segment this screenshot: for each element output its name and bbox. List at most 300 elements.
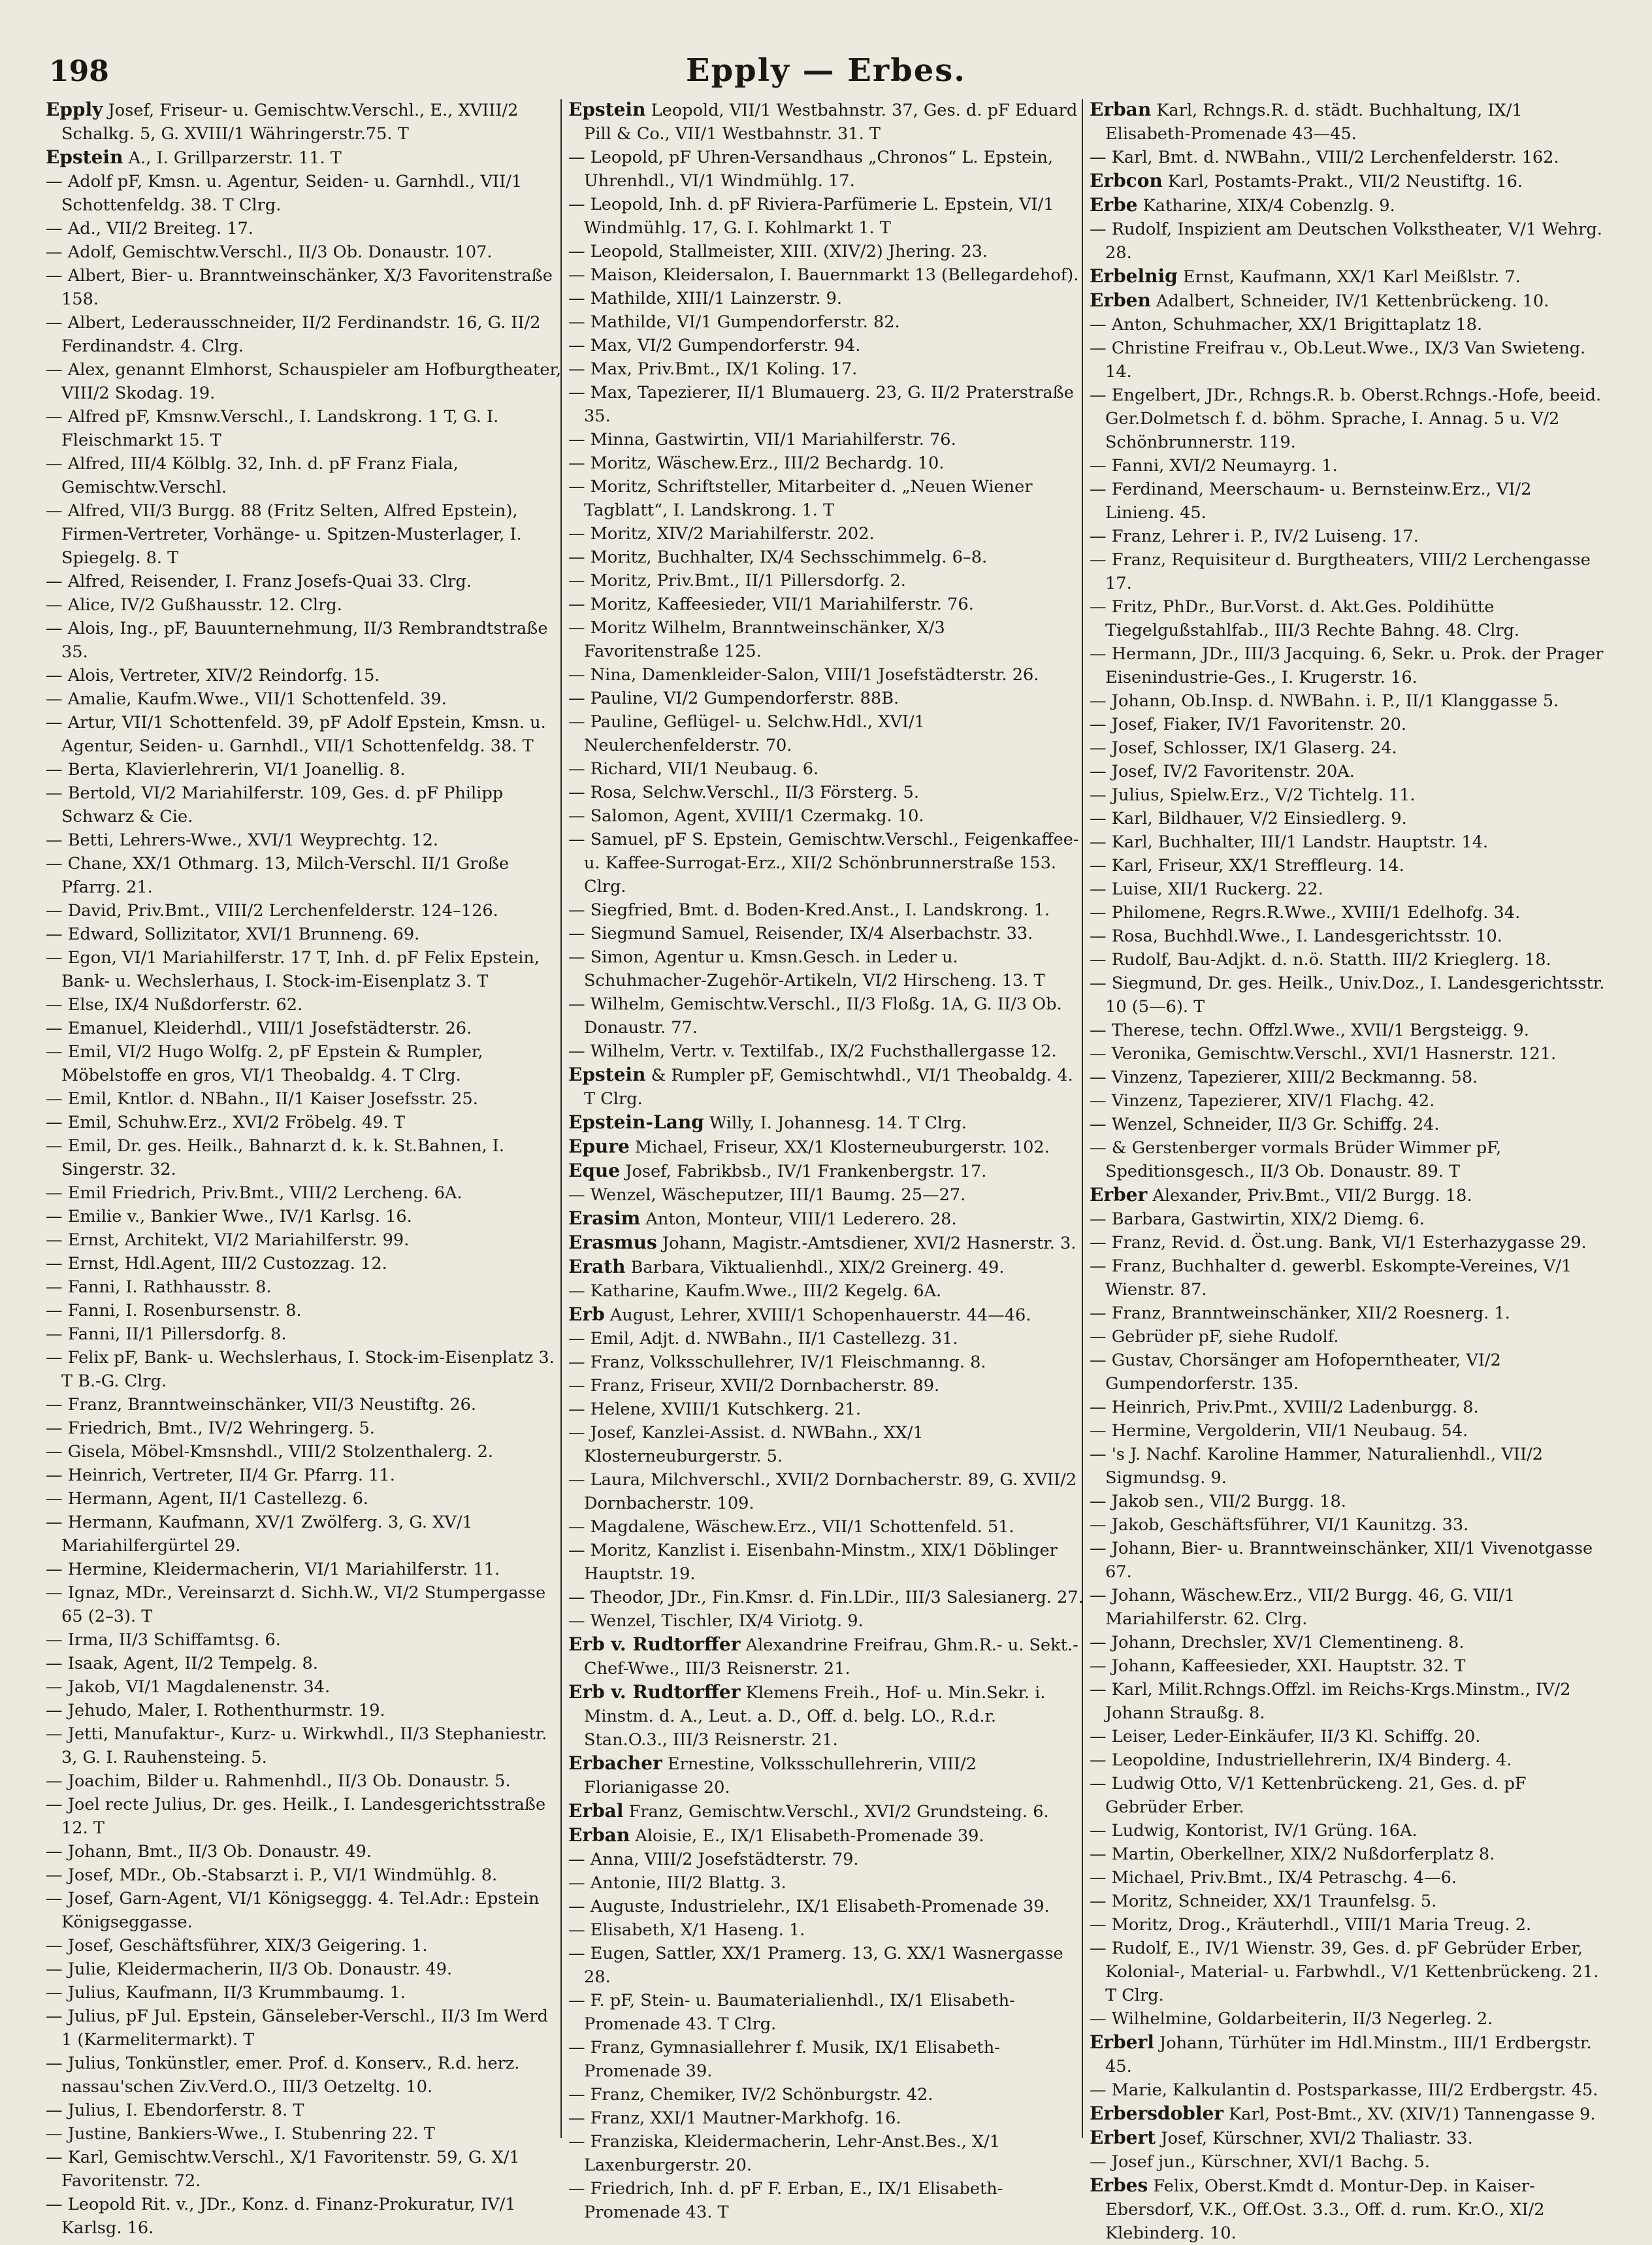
entry-text: — Berta, Klavierlehrerin, VI/1 Joanellig. 8. — [46, 760, 406, 779]
entry-text: — Wilhelmine, Goldarbeiterin, II/3 Negerleg. 2. — [1090, 2009, 1493, 2029]
entry-text: — Leopoldine, Industriellehrerin, IX/4 Binderg. 4. — [1090, 1750, 1512, 1770]
entry-surname: Epstein — [568, 99, 646, 120]
directory-entry — [46, 1087, 562, 1111]
directory-entry — [46, 1181, 562, 1205]
directory-entry — [568, 922, 1084, 945]
entry-text: — Wilhelm, Gemischtw.Verschl., II/3 Floßg. 1A, G. II/3 Ob. Donaustr. 77. — [568, 994, 1062, 1038]
directory-entry — [568, 1824, 1084, 1848]
directory-entry — [1090, 1537, 1606, 1584]
directory-entry — [1090, 1396, 1606, 1419]
directory-entry — [568, 1539, 1084, 1586]
directory-entry — [568, 310, 1084, 334]
entry-text: — Betti, Lehrers-Wwe., XVI/1 Weyprechtg. 12. — [46, 830, 439, 850]
directory-entry — [1090, 2007, 1606, 2031]
entry-text: Willy, I. Johannesg. 14. T Clrg. — [709, 1113, 967, 1133]
directory-entry — [1090, 830, 1606, 854]
entry-text: — Luise, XII/1 Ruckerg. 22. — [1090, 879, 1323, 899]
entry-text: — Friedrich, Inh. d. pF F. Erban, E., IX/1 Elisabeth-Promenade 43. T — [568, 2179, 1003, 2222]
directory-entry — [46, 1134, 562, 1181]
entry-text: — Julie, Kleidermacherin, II/3 Ob. Donaustr. 49. — [46, 1959, 453, 1979]
entry-text: — Jakob, Geschäftsführer, VI/1 Kaunitzg. 33. — [1090, 1515, 1469, 1535]
entry-text: — Heinrich, Priv.Pmt., XVIII/2 Ladenburgg. 8. — [1090, 1398, 1479, 1417]
entry-text: — Josef, Geschäftsführer, XIX/3 Geigering. 1. — [46, 1936, 428, 1956]
entry-text: Karl, Rchngs.R. d. städt. Buchhaltung, IX/1 Elisabeth-Promenade 43—45. — [1105, 101, 1523, 144]
entry-text: — Josef, MDr., Ob.-Stabsarzt i. P., VI/1 Windmühlg. 8. — [46, 1865, 498, 1885]
entry-text: — Hermann, Kaufmann, XV/1 Zwölferg. 3, G. XV/1 Mariahilfergürtel 29. — [46, 1513, 473, 1556]
directory-entry — [568, 357, 1084, 381]
entry-text: Alexandrine Freifrau, Ghm.R.- u. Sekt.-Chef-Wwe., III/3 Reisnerstr. 21. — [584, 1635, 1078, 1679]
directory-entry — [46, 899, 562, 923]
directory-entry — [1090, 1890, 1606, 1913]
entry-text: Klemens Freih., Hof- u. Min.Sekr. i. Minstm. d. A., Leut. a. D., Off. d. belg. LO., R.d.r. Stan.O.3., III/3 Reisnerstr. 21. — [584, 1683, 1046, 1750]
entry-text: A., I. Grillparzerstr. 11. T — [128, 148, 342, 168]
entry-text: — Karl, Bildhauer, V/2 Einsiedlerg. 9. — [1090, 809, 1407, 828]
directory-entry — [1090, 1066, 1606, 1089]
entry-text: Josef, Friseur- u. Gemischtw.Verschl., E., XVIII/2 Schalkg. 5, G. XVIII/1 Währingerstr.75. T — [61, 101, 519, 144]
directory-entry — [568, 616, 1084, 663]
entry-text: — Felix pF, Bank- u. Wechslerhaus, I. Stock-im-Eisenplatz 3. T B.-G. Clrg. — [46, 1348, 555, 1391]
entry-text: — Richard, VII/1 Neubaug. 6. — [568, 759, 819, 779]
directory-column-3 — [1090, 98, 1606, 2243]
directory-entry — [46, 1863, 562, 1887]
directory-entry — [568, 1515, 1084, 1539]
entry-text: & Rumpler pF, Gemischtwhdl., VI/1 Theobaldg. 4. T Clrg. — [584, 1066, 1073, 1109]
directory-entry — [1090, 1913, 1606, 1937]
entry-text: — Franz, Requisiteur d. Burgtheaters, VIII/2 Lerchengasse 17. — [1090, 550, 1591, 593]
directory-entry — [46, 1675, 562, 1699]
running-head: Epply — Erbes. — [686, 52, 966, 89]
directory-entry — [1090, 548, 1606, 595]
entry-text: — & Gerstenberger vormals Brüder Wimmer pF, Speditionsgesch., II/3 Ob. Donaustr. 89. T — [1090, 1138, 1502, 1181]
entry-surname: Epstein-Lang — [568, 1111, 704, 1133]
directory-entry — [568, 1398, 1084, 1421]
entry-text: — Emil, Kntlor. d. NBahn., II/1 Kaiser Josefsstr. 25. — [46, 1089, 478, 1109]
entry-text: Anton, Monteur, VIII/1 Lederero. 28. — [645, 1209, 957, 1229]
directory-entry — [46, 664, 562, 687]
entry-surname: Erbal — [568, 1800, 624, 1822]
entry-text: — Emil, Dr. ges. Heilk., Bahnarzt d. k. k. St.Bahnen, I. Singerstr. 32. — [46, 1136, 505, 1179]
directory-entry — [46, 2005, 562, 2052]
entry-surname: Erasmus — [568, 1232, 657, 1253]
directory-entry — [1090, 2174, 1606, 2245]
entry-text: — Wenzel, Schneider, II/3 Gr. Schiffg. 24. — [1090, 1115, 1440, 1134]
entry-surname: Erbcon — [1090, 170, 1163, 191]
directory-entry — [568, 1040, 1084, 1063]
entry-text: Aloisie, E., IX/1 Elisabeth-Promenade 39. — [635, 1826, 984, 1846]
entry-surname: Erbersdobler — [1090, 2103, 1224, 2124]
entry-text: — Hermann, Agent, II/1 Castellezg. 6. — [46, 1489, 368, 1509]
entry-surname: Erberl — [1090, 2031, 1154, 2053]
entry-text: — Moritz, Buchhalter, IX/4 Sechsschimmelg. 6–8. — [568, 548, 988, 567]
directory-entry — [1090, 1937, 1606, 2007]
directory-entry — [568, 828, 1084, 898]
directory-entry — [1090, 1019, 1606, 1042]
entry-text: — Franz, Friseur, XVII/2 Dornbacherstr. 89. — [568, 1376, 940, 1396]
entry-text: — Josef, IV/2 Favoritenstr. 20A. — [1090, 762, 1355, 781]
entry-text: — Michael, Priv.Bmt., IX/4 Petraschg. 4—6. — [1090, 1868, 1457, 1888]
page-header — [0, 46, 1652, 98]
entry-text: — Alois, Ing., pF, Bauunternehmung, II/3 Rembrandtstraße 35. — [46, 619, 548, 662]
directory-entry — [1090, 384, 1606, 454]
directory-entry — [1090, 948, 1606, 972]
directory-entry — [1090, 289, 1606, 313]
directory-entry — [568, 381, 1084, 428]
entry-text: — Franz, Gymnasiallehrer f. Musik, IX/1 Elisabeth-Promenade 39. — [568, 2038, 1000, 2081]
directory-entry — [568, 1183, 1084, 1207]
directory-entry — [568, 663, 1084, 687]
directory-entry — [568, 1374, 1084, 1398]
directory-entry — [46, 452, 562, 499]
directory-entry — [568, 2106, 1084, 2130]
directory-entry — [568, 1895, 1084, 1918]
directory-entry — [1090, 1349, 1606, 1396]
entry-text: — Gisela, Möbel-Kmsnshdl., VIII/2 Stolzenthalerg. 2. — [46, 1442, 493, 1462]
directory-entry — [568, 1942, 1084, 1989]
directory-entry — [1090, 713, 1606, 736]
entry-text: — Alice, IV/2 Gußhausstr. 12. Clrg. — [46, 595, 342, 615]
entry-text: Adalbert, Schneider, IV/1 Kettenbrückeng. 10. — [1156, 291, 1549, 311]
entry-text: — Johann, Bmt., II/3 Ob. Donaustr. 49. — [46, 1842, 372, 1861]
directory-entry — [46, 311, 562, 358]
entry-text: Karl, Post-Bmt., XV. (XIV/1) Tannengasse 9. — [1229, 2105, 1596, 2124]
entry-text: — Max, Tapezierer, II/1 Blumauerg. 23, G. II/2 Praterstraße 35. — [568, 383, 1074, 426]
directory-entry — [1090, 1678, 1606, 1725]
directory-entry — [46, 1275, 562, 1299]
directory-entry — [46, 1934, 562, 1958]
entry-text: — Theodor, JDr., Fin.Kmsr. d. Fin.LDir., III/3 Salesianerg. 27. — [568, 1588, 1084, 1607]
entry-text: — Hermann, JDr., III/3 Jacquing. 6, Sekr. u. Prok. der Prager Eisenindustrie-Ges., I. Krugerstr. 16. — [1090, 644, 1604, 687]
entry-text: Ernst, Kaufmann, XX/1 Karl Meißlstr. 7. — [1182, 267, 1521, 287]
entry-text: — Albert, Bier- u. Branntweinschänker, X/3 Favoritenstraße 158. — [46, 266, 553, 309]
entry-text: — Anna, VIII/2 Josefstädterstr. 79. — [568, 1850, 859, 1869]
entry-text: — Laura, Milchverschl., XVII/2 Dornbacherstr. 89, G. XVII/2 Dornbacherstr. 109. — [568, 1470, 1077, 1513]
directory-entry — [46, 1722, 562, 1769]
directory-entry — [1090, 1772, 1606, 1819]
entry-text: — Rudolf, Inspizient am Deutschen Volkstheater, V/1 Wehrg. 28. — [1090, 220, 1602, 263]
entry-text: — Fanni, XVI/2 Neumayrg. 1. — [1090, 456, 1338, 476]
entry-text: — Franz, Lehrer i. P., IV/2 Luiseng. 17. — [1090, 527, 1419, 546]
entry-text: — Johann, Kaffeesieder, XXI. Hauptstr. 32. T — [1090, 1656, 1466, 1676]
directory-entry — [1090, 925, 1606, 948]
entry-text: — Alfred, Reisender, I. Franz Josefs-Quai 33. Clrg. — [46, 572, 472, 591]
directory-entry — [568, 1111, 1084, 1135]
entry-text: — Franz, Revid. d. Öst.ung. Bank, VI/1 Esterhazygasse 29. — [1090, 1233, 1587, 1253]
entry-text: — Rosa, Buchhdl.Wwe., I. Landesgerichtsstr. 10. — [1090, 926, 1502, 946]
directory-entry — [46, 1017, 562, 1040]
entry-surname: Eque — [568, 1160, 621, 1181]
entry-text: — Julius, Tonkünstler, emer. Prof. d. Konserv., R.d. herz. nassau'schen Ziv.Verd.O., III/3 Oetzeltg. 10. — [46, 2054, 520, 2097]
directory-entry — [1090, 2078, 1606, 2102]
directory-entry — [46, 146, 562, 170]
directory-entry — [1090, 98, 1606, 146]
entry-text: — Rudolf, E., IV/1 Wienstr. 39, Ges. d. pF Gebrüder Erber, Kolonial-, Material- u. Farbwhdl., V/1 Kettenbrückeng. 21. T Clrg. — [1090, 1939, 1599, 2005]
entry-text: — Engelbert, JDr., Rchngs.R. b. Oberst.Rchngs.-Hofe, beeid. Ger.Dolmetsch f. d. böhm. Sprache, I. Annag. 5 u. V/2 Schönbrunnerstr. 119. — [1090, 385, 1602, 452]
entry-text: — Moritz Wilhelm, Branntweinschänker, X/3 Favoritenstraße 125. — [568, 618, 945, 661]
directory-entry — [568, 2130, 1084, 2177]
directory-entry — [1090, 854, 1606, 877]
directory-entry — [46, 570, 562, 593]
directory-entry — [568, 475, 1084, 522]
directory-entry — [46, 1346, 562, 1393]
entry-text: — Mathilde, XIII/1 Lainzerstr. 9. — [568, 289, 843, 308]
entry-text: — Hermine, Kleidermacherin, VI/1 Mariahilferstr. 11. — [46, 1560, 500, 1579]
directory-entry — [1090, 1113, 1606, 1136]
entry-text: — Artur, VII/1 Schottenfeld. 39, pF Adolf Epstein, Kmsn. u. Agentur, Seiden- u. Garnhdl., VII/1 Schottenfeldg. 38. T — [46, 713, 546, 756]
directory-entry — [1090, 1254, 1606, 1302]
entry-text: — Hermine, Vergolderin, VII/1 Neubaug. 54. — [1090, 1421, 1468, 1441]
entry-text: — Edward, Sollizitator, XVI/1 Brunneng. 69. — [46, 925, 420, 944]
directory-entry — [46, 2193, 562, 2240]
directory-entry — [1090, 1302, 1606, 1325]
directory-entry — [46, 1699, 562, 1722]
directory-entry — [568, 1207, 1084, 1231]
entry-text: — Franz, XXI/1 Mautner-Markhofg. 16. — [568, 2108, 901, 2128]
entry-text: — Martin, Oberkellner, XIX/2 Nußdorferplatz 8. — [1090, 1844, 1495, 1864]
entry-text: — Nina, Damenkleider-Salon, VIII/1 Josefstädterstr. 26. — [568, 665, 1039, 685]
entry-text: — Chane, XX/1 Othmarg. 13, Milch-Verschl. II/1 Große Pfarrg. 21. — [46, 854, 510, 897]
entry-text: — Julius, I. Ebendorferstr. 8. T — [46, 2101, 304, 2120]
entry-text: — Salomon, Agent, XVIII/1 Czermakg. 10. — [568, 806, 924, 826]
entry-text: — Moritz, Wäschew.Erz., III/2 Bechardg. 10. — [568, 453, 945, 473]
entry-text: — Moritz, Priv.Bmt., II/1 Pillersdorfg. 2. — [568, 571, 906, 591]
directory-entry — [1090, 193, 1606, 218]
directory-entry — [46, 1487, 562, 1511]
entry-text: Josef, Fabrikbsb., IV/1 Frankenbergstr. 17. — [625, 1162, 987, 1181]
directory-entry — [46, 1581, 562, 1628]
entry-text: — Katharine, Kaufm.Wwe., III/2 Kegelg. 6A. — [568, 1281, 942, 1301]
directory-entry — [568, 992, 1084, 1040]
entry-text: — Karl, Bmt. d. NWBahn., VIII/2 Lerchenfelderstr. 162. — [1090, 148, 1559, 167]
directory-entry — [46, 1464, 562, 1487]
entry-text: Michael, Friseur, XX/1 Klosterneuburgerstr. 102. — [634, 1138, 1050, 1157]
entry-text: — Simon, Agentur u. Kmsn.Gesch. in Leder u. Schuhmacher-Zugehör-Artikeln, VI/2 Hirscheng. 13. T — [568, 947, 1045, 991]
entry-surname: Erbacher — [568, 1752, 662, 1774]
directory-entry — [46, 2122, 562, 2146]
directory-entry — [46, 1440, 562, 1464]
entry-surname: Erbert — [1090, 2127, 1156, 2148]
directory-entry — [568, 757, 1084, 781]
entry-surname: Epstein — [568, 1064, 646, 1085]
entry-text: — Fanni, I. Rathhausstr. 8. — [46, 1277, 272, 1297]
directory-entry — [46, 711, 562, 758]
directory-entry — [568, 1609, 1084, 1633]
directory-entry — [1090, 2102, 1606, 2126]
entry-text: — Veronika, Gemischtw.Verschl., XVI/1 Hasnerstr. 121. — [1090, 1044, 1557, 1064]
entry-surname: Erbes — [1090, 2174, 1148, 2196]
entry-surname: Erb v. Rudtorffer — [568, 1633, 741, 1655]
entry-surname: Erb v. Rudtorffer — [568, 1681, 741, 1703]
directory-entry — [46, 499, 562, 570]
entry-text: Josef, Kürschner, XVI/2 Thaliastr. 33. — [1161, 2129, 1473, 2148]
directory-entry — [568, 804, 1084, 828]
directory-entry — [1090, 146, 1606, 169]
directory-entry — [568, 898, 1084, 922]
directory-entry — [1090, 1843, 1606, 1866]
directory-entry — [46, 1111, 562, 1134]
entry-text: — Karl, Buchhalter, III/1 Landstr. Hauptstr. 14. — [1090, 832, 1489, 852]
entry-text: — Siegfried, Bmt. d. Boden-Kred.Anst., I. Landskrong. 1. — [568, 900, 1050, 920]
entry-text: — Amalie, Kaufm.Wwe., VII/1 Schottenfeld. 39. — [46, 689, 447, 709]
directory-entry — [46, 98, 562, 146]
entry-text: — Magdalene, Wäschew.Erz., VII/1 Schottenfeld. 51. — [568, 1517, 1014, 1537]
directory-entry — [46, 2099, 562, 2122]
directory-entry — [1090, 1325, 1606, 1349]
directory-entry — [568, 1586, 1084, 1609]
directory-entry — [46, 1393, 562, 1417]
directory-entry — [568, 1159, 1084, 1183]
directory-entry — [568, 1421, 1084, 1468]
entry-text: — Elisabeth, X/1 Haseng. 1. — [568, 1920, 805, 1940]
directory-entry — [568, 1351, 1084, 1374]
directory-entry — [568, 1303, 1084, 1327]
directory-entry — [46, 1981, 562, 2005]
directory-entry — [1090, 1089, 1606, 1113]
directory-column-1 — [46, 98, 562, 2238]
page-number: 198 — [49, 55, 109, 88]
entry-text: — Franz, Branntweinschänker, XII/2 Roesnerg. 1. — [1090, 1303, 1510, 1323]
directory-entry — [46, 687, 562, 711]
directory-entry — [1090, 760, 1606, 783]
directory-entry — [568, 2083, 1084, 2106]
entry-text: — Moritz, Kanzlist i. Eisenbahn-Minstm., XIX/1 Döblinger Hauptstr. 19. — [568, 1541, 1058, 1584]
entry-text: — Adolf, Gemischtw.Verschl., II/3 Ob. Donaustr. 107. — [46, 242, 493, 262]
directory-entry — [568, 710, 1084, 757]
entry-text: — Ernst, Architekt, VI/2 Mariahilferstr. 99. — [46, 1230, 410, 1250]
entry-text: — Wenzel, Wäscheputzer, III/1 Baumg. 25—27. — [568, 1185, 966, 1205]
directory-entry — [568, 240, 1084, 263]
entry-text: — Fanni, II/1 Pillersdorfg. 8. — [46, 1324, 287, 1344]
entry-text: — Bertold, VI/2 Mariahilferstr. 109, Ges. d. pF Philipp Schwarz & Cie. — [46, 783, 504, 827]
directory-entry — [568, 2177, 1084, 2224]
directory-entry — [1090, 478, 1606, 525]
directory-entry — [46, 1205, 562, 1228]
directory-entry — [568, 1989, 1084, 2036]
directory-entry — [1090, 1443, 1606, 1490]
entry-text: — Antonie, III/2 Blattg. 3. — [568, 1873, 786, 1893]
directory-entry — [568, 1848, 1084, 1871]
directory-entry — [568, 1327, 1084, 1351]
entry-text: — Gustav, Chorsänger am Hofoperntheater, VI/2 Gumpendorferstr. 135. — [1090, 1351, 1501, 1394]
directory-entry — [46, 1769, 562, 1793]
entry-text: — Joel recte Julius, Dr. ges. Heilk., I. Landesgerichtsstraße 12. T — [46, 1795, 546, 1838]
entry-surname: Erban — [1090, 99, 1152, 120]
directory-entry — [1090, 2031, 1606, 2078]
directory-entry — [1090, 1866, 1606, 1890]
directory-entry — [568, 1752, 1084, 1799]
entry-text: Johann, Türhüter im Hdl.Minstm., III/1 Erdbergstr. 45. — [1105, 2033, 1592, 2076]
entry-surname: Epply — [46, 99, 103, 120]
directory-entry — [568, 451, 1084, 475]
directory-entry — [1090, 1819, 1606, 1843]
directory-entry — [1090, 1584, 1606, 1631]
entry-text: — Ferdinand, Meerschaum- u. Bernsteinw.Erz., VI/2 Linieng. 45. — [1090, 480, 1532, 523]
entry-text: — Franz, Branntweinschänker, VII/3 Neustiftg. 26. — [46, 1395, 477, 1415]
entry-text: — Siegmund Samuel, Reisender, IX/4 Alserbachstr. 33. — [568, 924, 1033, 943]
entry-text: — Emilie v., Bankier Wwe., IV/1 Karlsg. 16. — [46, 1207, 412, 1226]
entry-text: — Julius, pF Jul. Epstein, Gänseleber-Verschl., II/3 Im Werd 1 (Karmelitermarkt). T — [46, 2007, 548, 2050]
directory-entry — [1090, 807, 1606, 830]
directory-entry — [568, 1135, 1084, 1159]
entry-text: — Emil Friedrich, Priv.Bmt., VIII/2 Lercheng. 6A. — [46, 1183, 462, 1203]
entry-text: — Siegmund, Dr. ges. Heilk., Univ.Doz., I. Landesgerichtsstr. 10 (5—6). T — [1090, 974, 1605, 1017]
entry-text: — Jakob sen., VII/2 Burgg. 18. — [1090, 1492, 1346, 1511]
entry-text: Alexander, Priv.Bmt., VII/2 Burgg. 18. — [1152, 1186, 1472, 1205]
directory-entry — [46, 358, 562, 405]
entry-text: — Josef, Garn-Agent, VI/1 Königseggg. 4. Tel.Adr.: Epstein Königseggasse. — [46, 1889, 540, 1932]
directory-entry — [568, 1871, 1084, 1895]
entry-text: — Johann, Drechsler, XV/1 Clementineng. 8. — [1090, 1633, 1465, 1652]
directory-entry — [568, 146, 1084, 193]
entry-surname: Epure — [568, 1136, 630, 1157]
entry-text: — Karl, Gemischtw.Verschl., X/1 Favoritenstr. 59, G. X/1 Favoritenstr. 72. — [46, 2148, 520, 2191]
entry-text: — Emil, Schuhw.Erz., XVI/2 Fröbelg. 49. T — [46, 1113, 405, 1132]
directory-entry — [568, 522, 1084, 546]
directory-entry — [1090, 1631, 1606, 1654]
directory-entry — [568, 781, 1084, 804]
entry-text: — Jehudo, Maler, I. Rothenthurmstr. 19. — [46, 1701, 385, 1720]
directory-entry — [46, 946, 562, 993]
directory-entry — [1090, 783, 1606, 807]
directory-entry — [1090, 218, 1606, 265]
directory-entry — [568, 569, 1084, 593]
entry-surname: Erban — [568, 1824, 630, 1846]
directory-entry — [568, 1633, 1084, 1680]
directory-entry — [568, 687, 1084, 710]
directory-entry — [46, 1793, 562, 1840]
directory-entry — [568, 1680, 1084, 1752]
directory-entry — [46, 240, 562, 264]
entry-text: — Else, IX/4 Nußdorferstr. 62. — [46, 995, 303, 1015]
entry-surname: Erb — [568, 1303, 605, 1325]
directory-entry — [568, 1468, 1084, 1515]
entry-surname: Epstein — [46, 146, 123, 168]
entry-text: — Julius, Spielw.Erz., V/2 Tichtelg. 11. — [1090, 785, 1416, 805]
entry-text: — Franz, Buchhalter d. gewerbl. Eskompte-Vereines, V/1 Wienstr. 87. — [1090, 1256, 1572, 1300]
directory-entry — [1090, 1231, 1606, 1254]
directory-entry — [1090, 1513, 1606, 1537]
entry-text: — Egon, VI/1 Mariahilferstr. 17 T, Inh. d. pF Felix Epstein, Bank- u. Wechslerhaus, I. Stock-im-Eisenplatz 3. T — [46, 948, 540, 991]
entry-text: — Emil, VI/2 Hugo Wolfg. 2, pF Epstein & Rumpler, Möbelstoffe en gros, VI/1 Theobaldg. 4. T Clrg. — [46, 1042, 483, 1085]
directory-entry — [46, 1558, 562, 1581]
directory-entry — [568, 945, 1084, 992]
directory-entry — [46, 405, 562, 452]
directory-entry — [1090, 169, 1606, 193]
entry-text: — Fanni, I. Rosenbursenstr. 8. — [46, 1301, 302, 1320]
directory-entry — [46, 617, 562, 664]
entry-surname: Erbe — [1090, 194, 1138, 216]
entry-text: — Moritz, Drog., Kräuterhdl., VIII/1 Maria Treug. 2. — [1090, 1915, 1532, 1935]
entry-text: Katharine, XIX/4 Cobenzlg. 9. — [1142, 196, 1395, 216]
directory-entry — [1090, 736, 1606, 760]
entry-text: — Vinzenz, Tapezierer, XIII/2 Beckmanng. 58. — [1090, 1068, 1478, 1087]
entry-text: Ernestine, Volksschullehrerin, VIII/2 Florianigasse 20. — [584, 1754, 977, 1797]
entry-surname: Erber — [1090, 1184, 1148, 1205]
entry-text: Leopold, VII/1 Westbahnstr. 37, Ges. d. pF Eduard Pill & Co., VII/1 Westbahnstr. 31. T — [584, 101, 1078, 144]
directory-entry — [1090, 1042, 1606, 1066]
entry-text: — Gebrüder pF, siehe Rudolf. — [1090, 1327, 1339, 1347]
directory-entry — [568, 263, 1084, 287]
directory-entry — [46, 2052, 562, 2099]
entry-text: — Leopold, Inh. d. pF Riviera-Parfümerie L. Epstein, VI/1 Windmühlg. 17, G. I. Kohlmarkt 1. T — [568, 195, 1054, 238]
entry-text: — Vinzenz, Tapezierer, XIV/1 Flachg. 42. — [1090, 1091, 1435, 1111]
entry-text: Johann, Magistr.-Amtsdiener, XVI/2 Hasnerstr. 3. — [662, 1234, 1077, 1253]
entry-text: — Moritz, Kaffeesieder, VII/1 Mariahilferstr. 76. — [568, 595, 974, 614]
directory-entry — [568, 428, 1084, 451]
directory-entry — [1090, 1725, 1606, 1748]
entry-text: — Johann, Bier- u. Branntweinschänker, XII/1 Vivenotgasse 67. — [1090, 1539, 1593, 1582]
entry-surname: Erath — [568, 1256, 626, 1277]
entry-text: Felix, Oberst.Kmdt d. Montur-Dep. in Kaiser-Ebersdorf, V.K., Off.Ost. 3.3., Off. d. rum. Kr.O., XI/2 Klebinderg. 10. — [1105, 2176, 1545, 2243]
